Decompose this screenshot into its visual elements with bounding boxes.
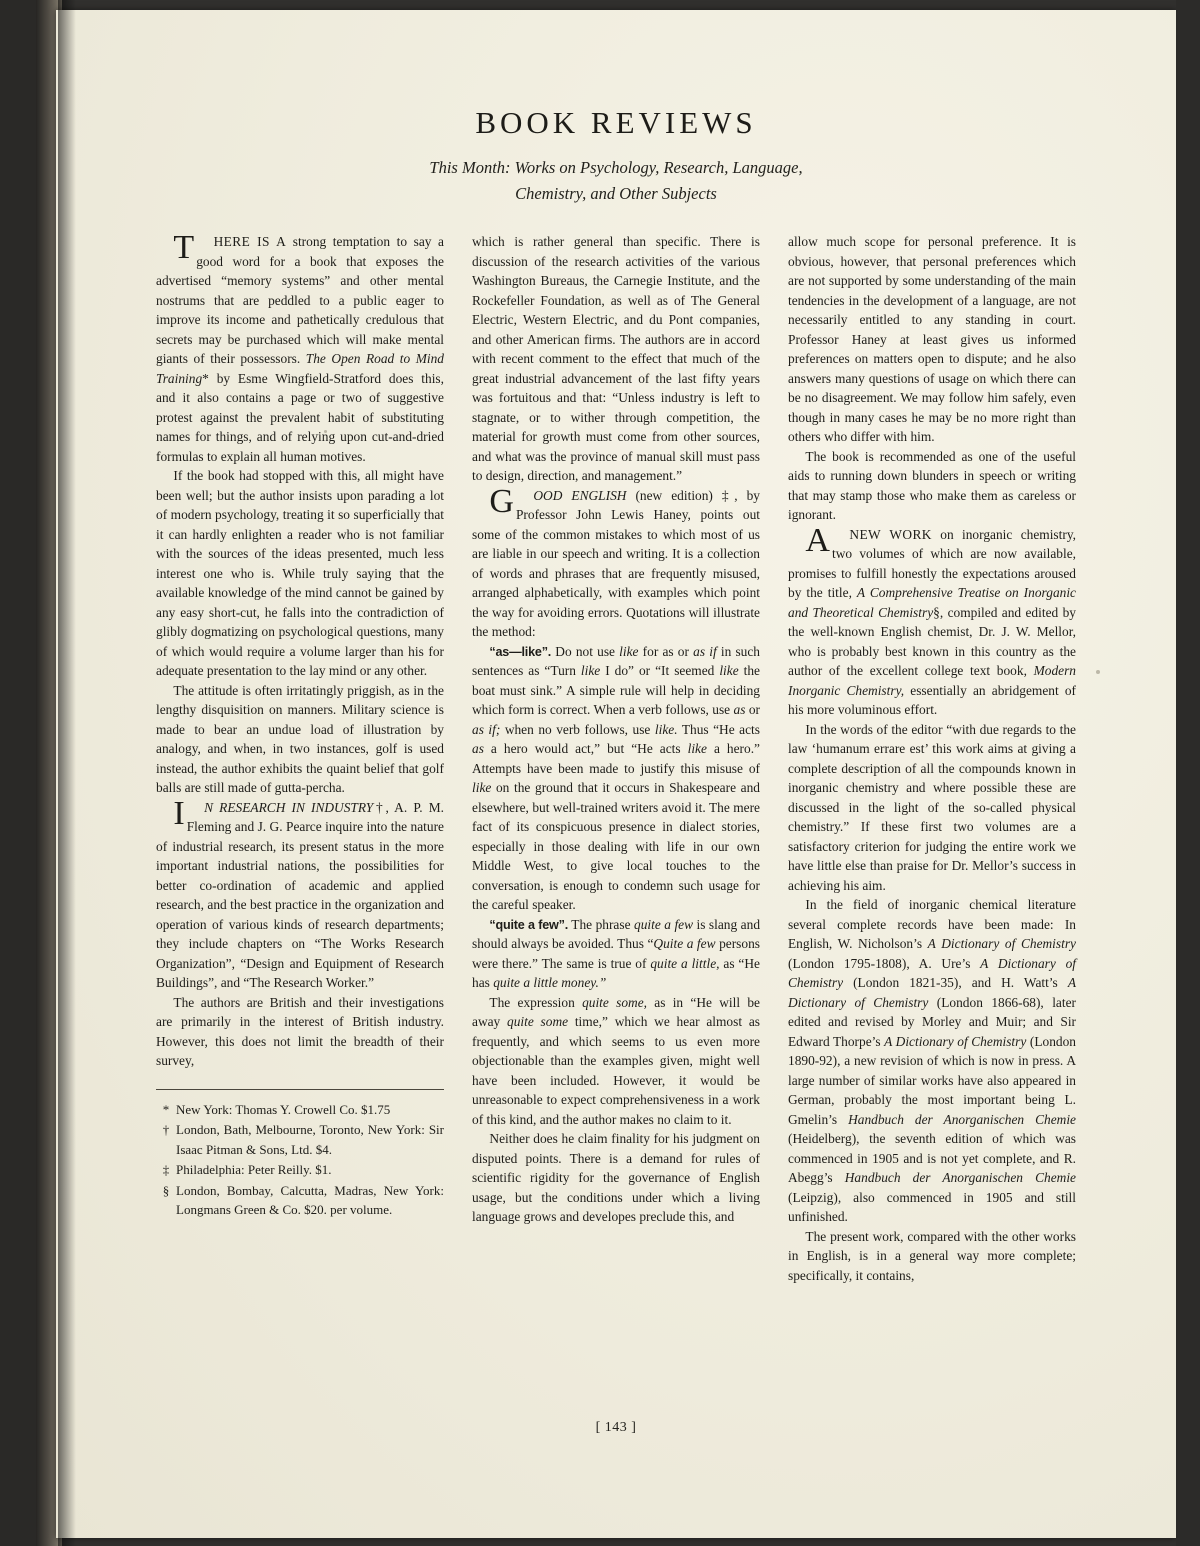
t: is slang and should always be avoided. Thus “: [472, 916, 761, 952]
footnote-mark: †: [162, 1122, 170, 1138]
t: Do not use: [551, 643, 620, 659]
drop-cap: T: [173, 229, 195, 267]
t: (Heidelberg), the seventh edition of which was commenced in 1905 and is not yet complete, and R. Abegg’s: [788, 1131, 1076, 1186]
t: the boat must sink.” A simple rule will help in deciding which form is correct. When a verb follows, use: [472, 663, 760, 718]
paragraph: The authors are British and their investigations are primarily in the interest of British industry. However, this does not limit the breadth of their survey,: [156, 994, 444, 1069]
paragraph: The book is recommended as one of the useful aids to running down blunders in speech or writing that may stamp those who make them as careless or ignorant.: [788, 448, 1076, 523]
book-title-italic: A Dictionary of Chemistry: [884, 1033, 1027, 1049]
t: on the ground that it occurs in Shakespeare and elsewhere, but well-trained writers avoid it. The mere fact of its conspicuous presence in dialect stories, especially in those dealing with life in our own Middle West, to give local touches to the conversation, is enough to condemn such usage for the careful speaker.: [472, 780, 760, 913]
footnote-mark: ‡: [162, 1162, 170, 1178]
t: when no verb follows, use: [500, 721, 655, 737]
page-number: [ 143 ]: [595, 1420, 637, 1435]
t: (Leipzig), also commenced in 1905 and still unfinished.: [788, 1189, 1076, 1225]
i: quite some: [507, 1014, 569, 1030]
t: The expression: [489, 994, 583, 1010]
column-2: [472, 232, 760, 1285]
t: Thus “He acts: [677, 721, 760, 737]
t: for as or: [638, 643, 694, 659]
subtitle-line-2: Chemistry, and Other Subjects: [515, 183, 717, 203]
page-subtitle: [156, 155, 1076, 206]
paragraph: [156, 229, 444, 466]
scan-background-right: [1176, 0, 1200, 1546]
printed-page: [56, 10, 1176, 1538]
subtitle-line-1: Works on Psychology, Research, Language,: [514, 158, 803, 177]
usage-term: “as—like”.: [489, 644, 552, 659]
i: like: [687, 741, 707, 757]
paragraph: Neither does he claim finality for his judgment on disputed points. There is a demand for rules of scientific rigidity for the governance of English usage, but the conditions under which a living language grows and developes preclude this, and: [472, 1131, 760, 1225]
i: like: [580, 663, 601, 679]
footnote-item: [156, 1120, 444, 1159]
footnote-item: [156, 1160, 444, 1180]
drop-cap: G: [489, 482, 514, 520]
t: persons were there.” The same is true of: [472, 936, 760, 971]
t: a hero.” Attempts have been made to justify this misuse of: [472, 741, 760, 776]
t: on inorganic chemistry, two volumes of which are now available, promises to fulfill honestly the expectations aroused by the title,: [788, 526, 1076, 601]
usage-term: “quite a few”.: [489, 917, 569, 932]
paragraph-entry-quite-a-few: [472, 915, 760, 993]
book-title-italic: A Comprehensive Treatise on Inorganic and Theoretical Chemistry: [788, 585, 1077, 620]
footnote-text: New York: Thomas Y. Crowell Co. $1.75: [176, 1101, 391, 1117]
drop-cap: I: [173, 794, 185, 832]
paragraph-text: (new edition) ‡, by Professor John Lewis Haney, points out some of the common mistakes to which most of us are liable in our speech and writing. It is a collection of words and phrases that are frequently misused, arranged alphabetically, with examples which point the way for avoiding errors. Quotations will illustrate the method:: [472, 487, 760, 640]
footnote-item: [156, 1100, 444, 1120]
paragraph: If the book had stopped with this, all might have been well; but the author insists upon parading a lot of modern psychology, treating it so superficially that it can hardly enlighten a reader who is not familiar with the sources of the ideas presented, much less interest one who is. While truly saying that the available knowledge of the mind cannot be gained by any easy short-cut, he falls into the contradiction of glibly dogmatizing on psychological questions, many of which would require a volume larger than his for adequate presentation to the lay mind or any other.: [156, 468, 444, 679]
column-3: [788, 232, 1076, 1285]
paragraph: [788, 895, 1076, 1227]
footnote-text: Philadelphia: Peter Reilly. $1.: [176, 1162, 332, 1178]
paragraph: allow much scope for personal preference. It is obvious, however, that personal preferences which are not supported by some understanding of the main tendencies in the development of a language, are not necessarily entitled to any standing in court. Professor Haney at least gives us informed preferences on matters open to dispute; and he also answers many questions of usage on which there can be no disagreement. We may follow him safely, even though in many cases he may be no more right than others who differ with him.: [788, 234, 1076, 445]
t: (London 1795-1808), A. Ure’s: [788, 955, 981, 971]
page-title: BOOK REVIEWS: [475, 105, 757, 140]
paper-speck: [1096, 670, 1100, 674]
page-content: [156, 105, 1077, 1435]
paragraph-text-cont: * by Esme Wingfield-Stratford does this, and it also contains a page or two of suggestive protest against the prevalent habit of substituting names for things, and of relying upon cut-and-dried formulas to explain all human motives.: [156, 370, 444, 464]
paragraph: [788, 521, 1077, 720]
footnote-mark: §: [162, 1182, 170, 1198]
t: I do” or “It seemed: [600, 663, 720, 679]
i: like: [719, 663, 739, 679]
paragraph: [472, 482, 760, 642]
footnote-mark: *: [162, 1101, 170, 1117]
i: as if;: [472, 721, 501, 737]
paragraph-text: †, A. P. M. Fleming and J. G. Pearce inquire into the nature of industrial research, its present status in the more important industrial nations, the possibilities for better co-ordination of academic and applied research, and the best practice in the organization and operation of various kinds of research departments; they include chapters on “The Works Research Organization”, “Design and Equipment of Research Buildings”, and “The Research Worker.”: [156, 799, 444, 991]
i: quite some,: [582, 994, 647, 1010]
t: The phrase: [568, 916, 635, 932]
t: (London 1866-68), later edited and revised by Morley and Muir; and Sir Edward Thorpe’s: [788, 994, 1076, 1049]
t: (London 1821-35), and H. Watt’s: [843, 975, 1068, 991]
scan-background-left: [0, 0, 40, 1546]
subtitle-lead: This Month:: [429, 158, 511, 177]
paragraph: The present work, compared with the other works in English, is in a general way more complete; specifically, it contains,: [788, 1228, 1076, 1283]
t: as in “He will be away: [472, 994, 760, 1030]
book-title-italic: A Dictionary of Chemistry: [788, 975, 1076, 1010]
i: as: [472, 741, 484, 757]
i: quite a few: [634, 916, 694, 932]
book-title-italic: A Dictionary of Chemistry: [927, 936, 1076, 952]
i: as if: [693, 643, 717, 659]
i: as: [733, 702, 746, 718]
book-title-italic: Modern Inorganic Chemistry,: [788, 663, 1076, 698]
paragraph-text: strong temptation to say a good word for a book that exposes the advertised “memory systems” and other mental nostrums that are peddled to a public eager to improve its income and pathetically credulous that secrets may be purchased which will make mental giants of their possessors.: [156, 234, 444, 367]
t: as “He has: [472, 955, 760, 991]
i: like: [619, 643, 639, 659]
paragraph-entry-as-like: [472, 642, 760, 915]
t: (London 1890-92), a new revision of which is now in press. A large number of similar works have also appeared in German, probably the most important being L. Gmelin’s: [788, 1033, 1076, 1127]
column-1: [156, 229, 444, 1285]
drop-cap: A: [805, 521, 830, 559]
i: Quite a few: [653, 936, 716, 952]
paragraph: The attitude is often irritatingly priggish, as in the lengthy disquisition on manners. Military science is made to bear an undue load of illustration by analogy, and when, in two instances, golf is used instead, the author exhibits the quaint belief that golf balls are still made of gutta-percha.: [156, 682, 444, 796]
t: §, compiled and edited by the well-known English chemist, Dr. J. W. Mellor, who is probably best known in this country as the author of the excellent college text book,: [788, 604, 1076, 679]
book-title-italic: Handbuch der Anorganischen Chemie: [848, 1111, 1076, 1127]
book-title-italic: A Dictionary of Chemistry: [788, 955, 1076, 991]
small-caps-lead: HERE IS A: [213, 234, 287, 250]
paragraph: [156, 794, 444, 993]
three-column-body: [156, 229, 1077, 1285]
footnote-text: London, Bombay, Calcutta, Madras, New York: Longmans Green & Co. $20. per volume.: [176, 1182, 444, 1218]
book-title-italic: N RESEARCH IN INDUSTRY: [204, 799, 374, 815]
t: in such sentences as “Turn: [472, 643, 760, 679]
footnote-item: [156, 1181, 444, 1220]
page-curl-shadow: [58, 0, 76, 1546]
t: or: [745, 702, 760, 718]
t: essentially an abridgement of his more voluminous effort.: [788, 682, 1076, 718]
small-caps-lead: NEW WORK: [849, 526, 932, 542]
page-paper-texture: [56, 10, 1176, 1538]
footnote-text: London, Bath, Melbourne, Toronto, New York: Sir Isaac Pitman & Sons, Ltd. $4.: [176, 1122, 444, 1157]
t: a hero would act,” but “He acts: [483, 741, 688, 757]
t: time,” which we hear almost as frequently, and which seems to us even more objectionable than the examples given, might well have been included. However, it would be unreasonable to expect comprehensiveness in a work of this kind, and the author makes no claim to it.: [472, 1014, 760, 1127]
i: quite a little money.”: [493, 975, 607, 991]
paragraph: which is rather general than specific. There is discussion of the research activities of the various Washington Bureaus, the Carnegie Institute, and the Rockefeller Foundation, as well as of The General Electric, Western Electric, and du Pont companies, and other American firms. The authors are in accord with recent comment to the effect that much of the great industrial advancement of the last fifty years was fortuitous and that: “Unless industry is left to stagnate, or to wither through competition, the material for growth must come from other sources, and what was the province of manual skill must pass to design, direction, and management.”: [472, 234, 760, 484]
book-title-italic: OOD ENGLISH: [533, 487, 627, 503]
i: quite a little,: [650, 955, 720, 971]
book-title-italic: Handbuch der Anorganischen Chemie: [844, 1170, 1077, 1186]
t: In the field of inorganic chemical literature several complete records have been made: In English, W. Nicholson’s: [788, 897, 1076, 952]
i: like: [472, 780, 492, 796]
paragraph: [472, 993, 760, 1130]
book-title-italic: The Open Road to Mind Training: [156, 351, 444, 386]
footnotes: [156, 1089, 444, 1220]
paragraph: In the words of the editor “with due regards to the law ‘humanum errare est’ this work aims at giving a complete description of all the compounds known in inorganic chemistry and where possible these are discussed in the light of the so-called physical chemistry.” If these first two volumes are a satisfactory criterion for judging the entire work we have little else than praise for Dr. Mellor’s success in achieving his aim.: [788, 721, 1076, 893]
i: like.: [654, 721, 678, 737]
